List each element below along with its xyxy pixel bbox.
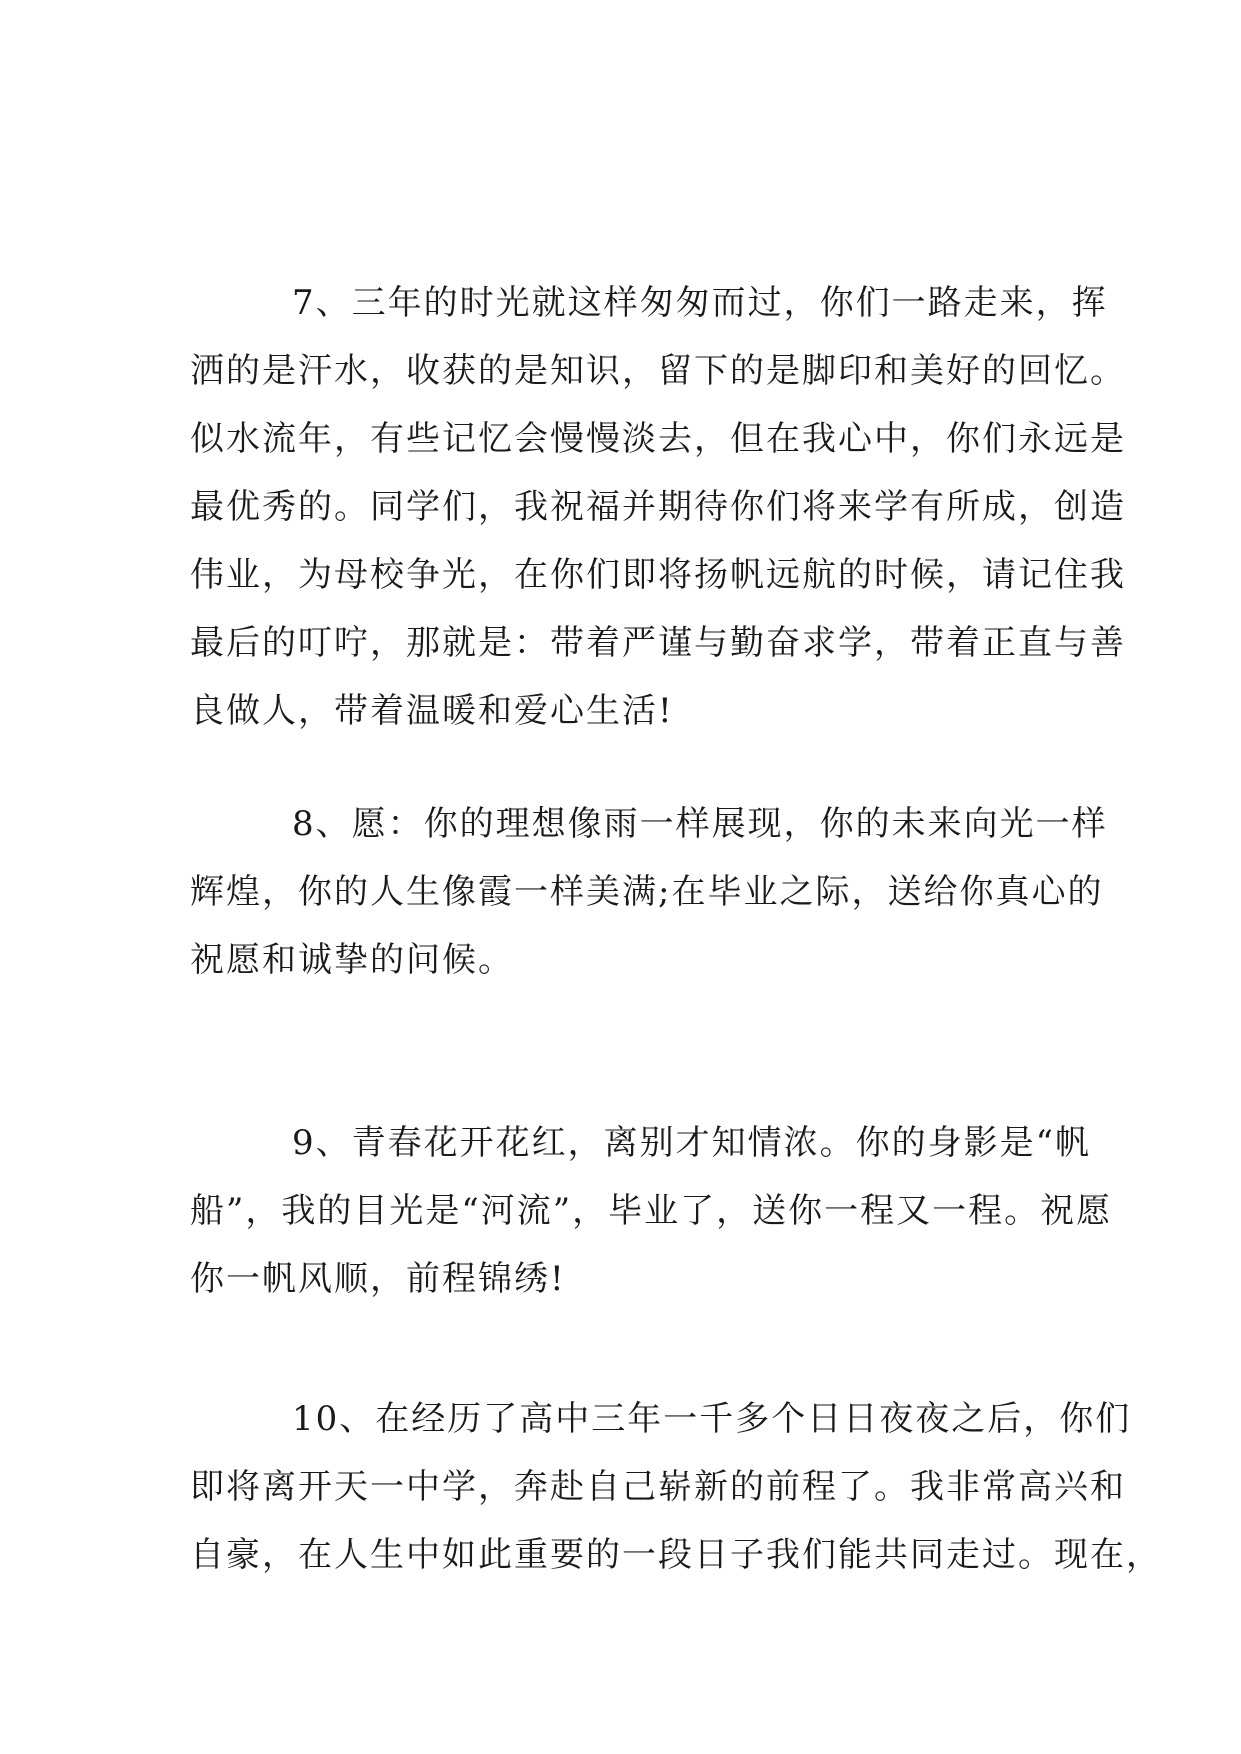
paragraph-8 [190, 790, 1108, 994]
paragraph-line: 7、三年的时光就这样匆匆而过，你们一路走来，挥 [292, 283, 1108, 323]
paragraph-line: 似水流年，有些记忆会慢慢淡去，但在我心中，你们永远是 [190, 419, 1126, 459]
paragraph-line: 10、在经历了高中三年一千多个日日夜夜之后，你们 [292, 1399, 1132, 1439]
paragraph-line: 自豪，在人生中如此重要的一段日子我们能共同走过。现在， [190, 1535, 1162, 1575]
paragraph-line: 即将离开天一中学，奔赴自己崭新的前程了。我非常高兴和 [190, 1467, 1126, 1507]
paragraph-line: 伟业，为母校争光，在你们即将扬帆远航的时候，请记住我 [190, 555, 1126, 595]
paragraph-line: 9、青春花开花红，离别才知情浓。你的身影是“帆 [292, 1123, 1092, 1163]
paragraph-line: 你一帆风顺，前程锦绣! [190, 1259, 566, 1299]
paragraph-line: 最后的叮咛，那就是：带着严谨与勤奋求学，带着正直与善 [190, 623, 1126, 663]
paragraph-line: 洒的是汗水，收获的是知识，留下的是脚印和美好的回忆。 [190, 351, 1126, 391]
paragraph-line: 8、愿：你的理想像雨一样展现，你的未来向光一样 [292, 804, 1108, 844]
paragraph-10 [190, 1385, 1162, 1589]
paragraph-9 [190, 1109, 1113, 1313]
paragraph-line: 最优秀的。同学们，我祝福并期待你们将来学有所成，创造 [190, 487, 1126, 527]
paragraph-line: 船”，我的目光是“河流”，毕业了，送你一程又一程。祝愿 [190, 1191, 1113, 1231]
paragraph-line: 辉煌，你的人生像霞一样美满;在毕业之际，送给你真心的 [190, 872, 1104, 912]
paragraph-line: 良做人，带着温暖和爱心生活! [190, 691, 674, 731]
paragraph-line: 祝愿和诚挚的问候。 [190, 940, 514, 980]
paragraph-7 [190, 269, 1126, 745]
